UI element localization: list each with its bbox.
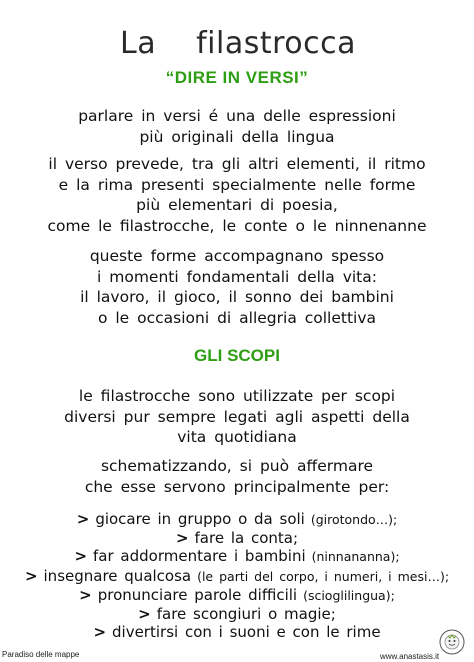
- title-word-filastrocca: filastrocca: [196, 26, 357, 61]
- arrow-bullet: >: [79, 585, 92, 604]
- list-item-text: far addormentare i bambini: [93, 547, 306, 566]
- text-line: più elementari di poesia,: [136, 196, 338, 214]
- text-line: che esse servono principalmente per:: [84, 477, 390, 496]
- section-title-scopi: GLI SCOPI: [194, 346, 280, 365]
- list-item-text: giocare in gruppo o da soli: [95, 510, 305, 528]
- title-word-la: La: [120, 26, 157, 61]
- text-line: il verso prevede, tra gli altri elementi, il ritmo: [48, 155, 426, 173]
- list-item: [0, 586, 474, 605]
- text-line: le filastrocche sono utilizzate per scopi: [78, 387, 396, 405]
- subtitle: “DIRE IN VERSI”: [165, 68, 309, 87]
- text-line: vita quotidiana: [177, 428, 297, 446]
- list-item: [0, 567, 474, 586]
- text-line: più originali della lingua: [139, 127, 335, 146]
- footer-credit: Paradiso delle mappe: [2, 650, 80, 659]
- paragraph-5: [0, 456, 474, 497]
- arrow-bullet: >: [24, 566, 38, 585]
- text-line: schematizzando, si può affermare: [100, 457, 374, 475]
- list-item: [0, 605, 474, 623]
- text-line: come le filastrocche, le conte o le ninnenanne: [47, 216, 427, 235]
- paragraph-1: [0, 106, 474, 147]
- list-item: [0, 529, 474, 547]
- list-item: [0, 510, 474, 529]
- paragraph-4: [0, 386, 474, 448]
- list-item: [0, 623, 474, 641]
- anastasis-logo-icon: [438, 628, 466, 656]
- text-line: i momenti fondamentali della vita:: [97, 267, 377, 286]
- list-item-note: (ninnananna);: [305, 549, 400, 565]
- text-line: il lavoro, il gioco, il sonno dei bambini: [80, 288, 394, 306]
- text-line: parlare in versi é una delle espressioni: [78, 107, 396, 125]
- arrow-bullet: >: [138, 605, 151, 624]
- list-item-note: (le parti del corpo, i numeri, i mesi…);: [191, 568, 450, 584]
- page-title: [120, 26, 356, 61]
- footer-url: www.anastasis.it: [380, 652, 440, 661]
- list-item: [0, 547, 474, 566]
- list-item-note: (girotondo…);: [304, 512, 398, 527]
- purpose-list: [0, 510, 474, 641]
- paragraph-3: [0, 246, 474, 328]
- list-item-text: divertirsi con i suoni e con le rime: [112, 623, 381, 642]
- list-item-note: (scioglilingua);: [297, 587, 395, 603]
- text-line: o le occasioni di allegria collettiva: [97, 308, 377, 327]
- list-item-text: fare scongiuri o magie;: [156, 605, 336, 624]
- list-item-text: fare la conta;: [194, 529, 299, 548]
- arrow-bullet: >: [93, 623, 107, 642]
- arrow-bullet: >: [76, 510, 90, 528]
- paragraph-2: [0, 154, 474, 236]
- text-line: e la rima presenti specialmente nelle forme: [58, 175, 416, 194]
- text-line: diversi pur sempre legati agli aspetti della: [64, 407, 410, 426]
- arrow-bullet: >: [175, 529, 189, 548]
- text-line: queste forme accompagnano spesso: [89, 247, 385, 265]
- list-item-text: insegnare qualcosa: [43, 566, 192, 585]
- arrow-bullet: >: [74, 547, 88, 566]
- list-item-text: pronunciare parole difficili: [97, 585, 298, 604]
